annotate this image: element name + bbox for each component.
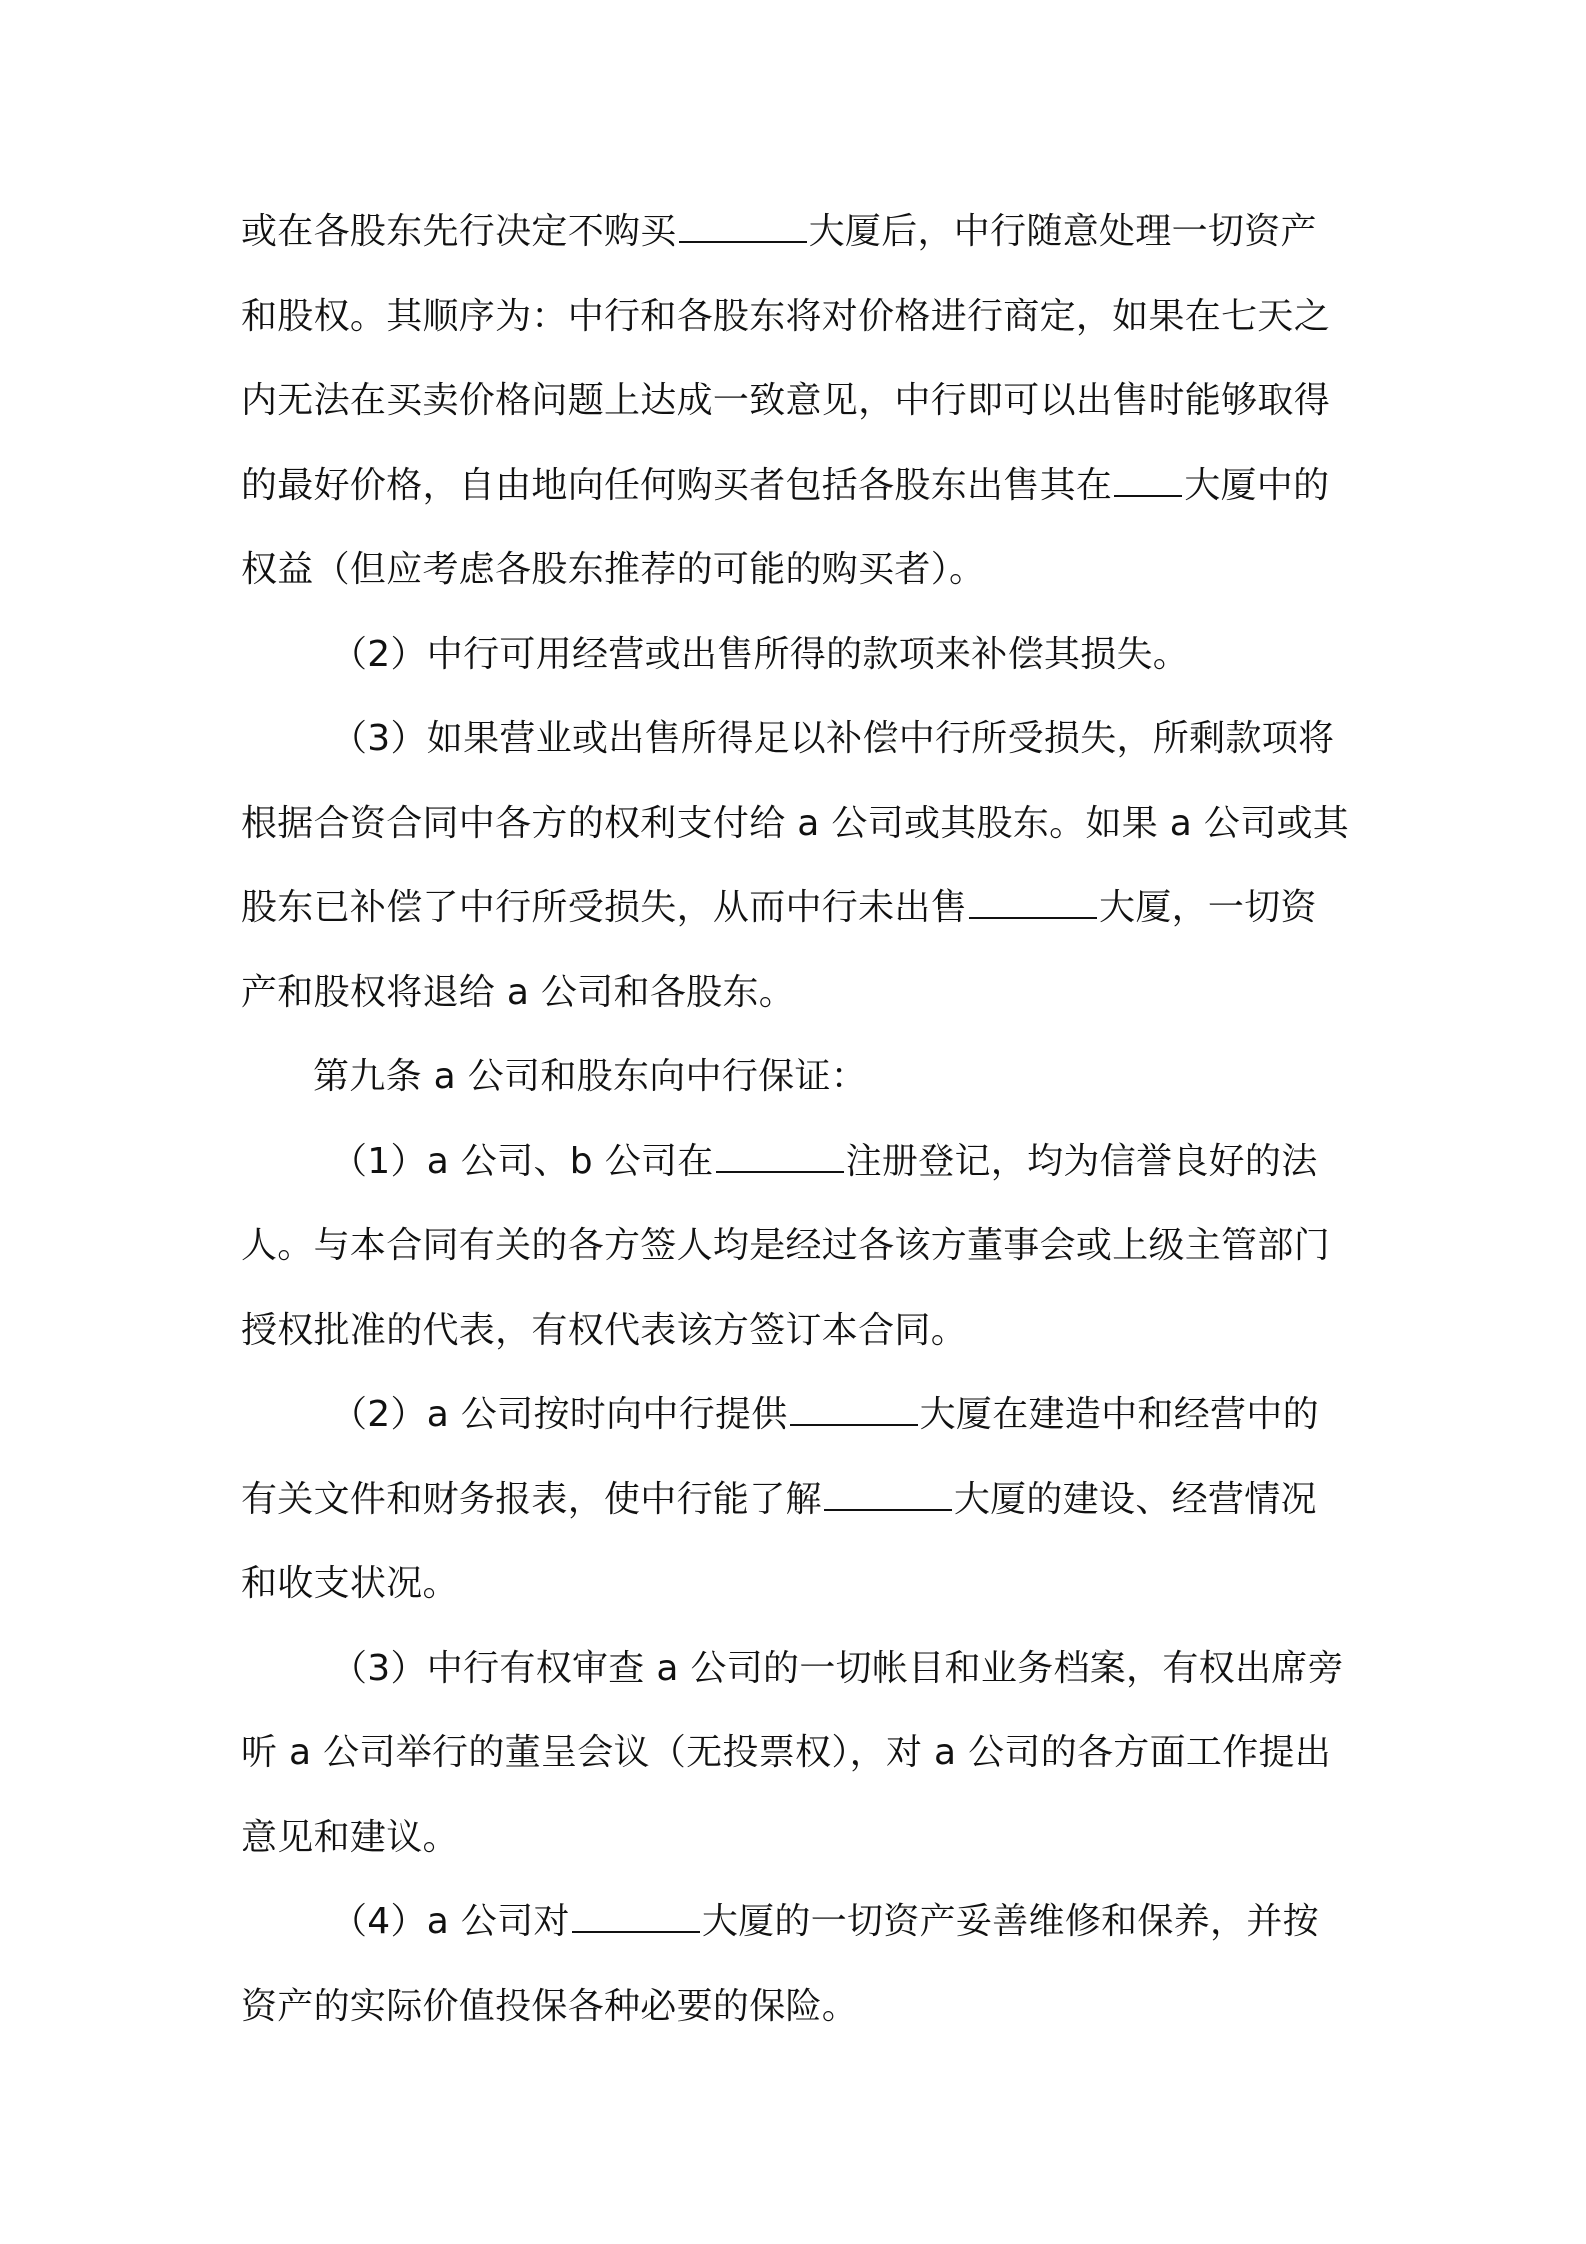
text-segment: 有关文件和财务报表，使中行能了解 (241, 1478, 822, 1520)
text-segment: 意见和建议。 (241, 1816, 459, 1858)
text-segment: 和股权。其顺序为：中行和各股东将对价格进行商定，如果在七天之 (241, 295, 1331, 337)
fill-in-blank (572, 1901, 700, 1933)
text-line (241, 1373, 1349, 1458)
text-segment: 大厦后，中行随意处理一切资产 (808, 211, 1317, 252)
text-line (241, 782, 1349, 867)
text-segment: 的最好价格，自由地向任何购买者包括各股东出售其在 (241, 464, 1113, 506)
text-segment: 权益（但应考虑各股东推荐的可能的购买者）。 (241, 549, 986, 590)
text-segment: 股东已补偿了中行所受损失，从而中行未出售 (241, 887, 968, 928)
fill-in-blank (790, 1394, 918, 1426)
text-line (241, 1542, 1349, 1627)
text-segment: 资产的实际价值投保各种必要的保险。 (241, 1985, 859, 2027)
text-segment: （2）a 公司按时向中行提供 (331, 1394, 788, 1435)
text-segment: （4）a 公司对 (331, 1901, 570, 1942)
fill-in-blank (824, 1479, 952, 1511)
text-segment: （3）中行有权审查 a 公司的一切帐目和业务档案，有权出席旁 (331, 1647, 1344, 1689)
text-line (241, 1458, 1349, 1543)
fill-in-blank (1114, 465, 1182, 497)
text-segment: 大厦的建设、经营情况 (953, 1478, 1317, 1520)
text-line (241, 951, 1349, 1036)
text-line (241, 866, 1349, 951)
text-line (241, 444, 1349, 529)
text-line (241, 275, 1349, 360)
text-line (241, 613, 1349, 698)
document-body (241, 190, 1349, 2049)
text-segment: 听 a 公司举行的董呈会议（无投票权），对 a 公司的各方面工作提出 (241, 1732, 1332, 1773)
text-line (241, 1627, 1349, 1712)
text-segment: 第九条 a 公司和股东向中行保证： (313, 1056, 868, 1097)
text-segment: 注册登记，均为信誉良好的法 (845, 1140, 1318, 1182)
fill-in-blank (969, 887, 1097, 919)
text-line (241, 1796, 1349, 1881)
text-line (241, 1035, 1349, 1120)
text-line (241, 1965, 1349, 2050)
text-segment: 大厦，一切资 (1099, 887, 1317, 928)
text-line (241, 1204, 1349, 1289)
text-segment: 大厦的一切资产妥善维修和保养，并按 (701, 1901, 1319, 1942)
text-line (241, 1880, 1349, 1965)
fill-in-blank (716, 1141, 844, 1173)
text-line (241, 697, 1349, 782)
text-line (241, 190, 1349, 275)
text-segment: （1）a 公司、b 公司在 (331, 1140, 714, 1182)
text-segment: 授权批准的代表，有权代表该方签订本合同。 (241, 1309, 968, 1351)
fill-in-blank (679, 211, 807, 243)
text-segment: 或在各股东先行决定不购买 (241, 211, 677, 252)
text-segment: 和收支状况。 (241, 1563, 459, 1604)
text-segment: 根据合资合同中各方的权利支付给 a 公司或其股东。如果 a 公司或其 (241, 802, 1350, 844)
text-line (241, 1289, 1349, 1374)
text-segment: 大厦在建造中和经营中的 (919, 1394, 1319, 1435)
text-segment: 人。与本合同有关的各方签人均是经过各该方董事会或上级主管部门 (241, 1225, 1331, 1266)
text-segment: （3）如果营业或出售所得足以补偿中行所受损失，所剩款项将 (331, 718, 1335, 759)
text-line (241, 528, 1349, 613)
text-line (241, 359, 1349, 444)
text-segment: 产和股权将退给 a 公司和各股东。 (241, 971, 796, 1013)
text-line (241, 1711, 1349, 1796)
text-segment: 大厦中的 (1184, 464, 1330, 506)
text-line (241, 1120, 1349, 1205)
text-segment: （2）中行可用经营或出售所得的款项来补偿其损失。 (331, 633, 1190, 675)
text-segment: 内无法在买卖价格问题上达成一致意见，中行即可以出售时能够取得 (241, 380, 1331, 421)
